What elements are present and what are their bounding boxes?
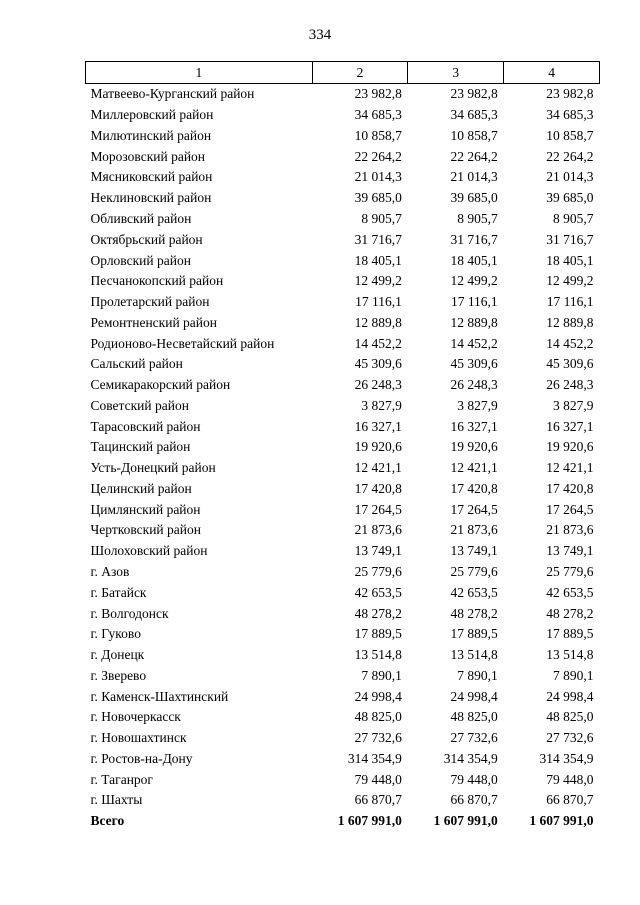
value-col-3: 48 278,2 xyxy=(450,605,498,621)
territory-name: Матвеево-Курганский район xyxy=(90,86,255,102)
value-col-4: 39 685,0 xyxy=(546,190,594,206)
value-col-2: 45 309,6 xyxy=(354,356,402,372)
value-col-4: 12 889,8 xyxy=(546,314,594,330)
value-col-2: 12 421,1 xyxy=(354,460,402,476)
value-col-3: 17 116,1 xyxy=(450,294,498,310)
table-row xyxy=(86,707,600,728)
territory-name: Усть-Донецкий район xyxy=(90,460,216,476)
value-col-2: 3 827,9 xyxy=(361,397,402,413)
table-row xyxy=(86,375,600,396)
territory-name: Сальский район xyxy=(90,356,183,372)
territory-name: Шолоховский район xyxy=(90,543,208,559)
value-col-2: 22 264,2 xyxy=(354,148,402,164)
value-col-3: 45 309,6 xyxy=(450,356,498,372)
table-row xyxy=(86,292,600,313)
territory-name: г. Азов xyxy=(90,563,130,579)
value-col-2: 21 014,3 xyxy=(354,169,402,185)
table-row xyxy=(86,209,600,230)
header-col-1: 1 xyxy=(86,62,313,84)
table-row xyxy=(86,749,600,770)
table-row xyxy=(86,541,600,562)
table-row xyxy=(86,458,600,479)
value-col-4: 17 116,1 xyxy=(546,294,594,310)
value-col-4: 23 982,8 xyxy=(546,86,594,102)
territory-name: г. Каменск-Шахтинский xyxy=(90,688,229,704)
territory-name: Октябрьский район xyxy=(90,231,203,247)
value-col-4: 21 014,3 xyxy=(546,169,594,185)
table-row xyxy=(86,520,600,541)
total-label: Всего xyxy=(90,813,125,829)
value-col-3: 7 890,1 xyxy=(457,667,498,683)
value-col-4: 79 448,0 xyxy=(546,771,594,787)
value-col-3: 21 014,3 xyxy=(450,169,498,185)
value-col-2: 17 420,8 xyxy=(354,480,402,496)
value-col-2: 66 870,7 xyxy=(354,792,402,808)
value-col-4: 27 732,6 xyxy=(546,730,594,746)
value-col-4: 66 870,7 xyxy=(546,792,594,808)
table-row xyxy=(86,167,600,188)
value-col-3: 17 264,5 xyxy=(450,501,498,517)
value-col-3: 23 982,8 xyxy=(450,86,498,102)
table-row xyxy=(86,333,600,354)
value-col-4: 8 905,7 xyxy=(553,210,594,226)
value-col-4: 14 452,2 xyxy=(546,335,594,351)
value-col-2: 79 448,0 xyxy=(354,771,402,787)
value-col-4: 7 890,1 xyxy=(553,667,594,683)
table-row xyxy=(86,312,600,333)
value-col-3: 27 732,6 xyxy=(450,730,498,746)
value-col-2: 12 889,8 xyxy=(354,314,402,330)
territory-name: Мясниковский район xyxy=(90,169,213,185)
value-col-3: 19 920,6 xyxy=(450,439,498,455)
value-col-4: 22 264,2 xyxy=(546,148,594,164)
value-col-4: 48 825,0 xyxy=(546,709,594,725)
table-row xyxy=(86,105,600,126)
territory-name: Миллеровский район xyxy=(90,107,214,123)
value-col-3: 314 354,9 xyxy=(443,750,498,766)
table-row xyxy=(86,250,600,271)
value-col-2: 39 685,0 xyxy=(354,190,402,206)
table-row xyxy=(86,582,600,603)
value-col-2: 314 354,9 xyxy=(347,750,402,766)
territory-name: Орловский район xyxy=(90,252,191,268)
table-row xyxy=(86,395,600,416)
value-col-2: 7 890,1 xyxy=(361,667,402,683)
territory-name: г. Гуково xyxy=(90,626,141,642)
territory-name: Пролетарский район xyxy=(90,294,210,310)
table-row xyxy=(86,769,600,790)
value-col-4: 12 499,2 xyxy=(546,273,594,289)
table-row xyxy=(86,271,600,292)
territory-name: г. Новошахтинск xyxy=(90,730,187,746)
value-col-3: 25 779,6 xyxy=(450,563,498,579)
value-col-4: 12 421,1 xyxy=(546,460,594,476)
value-col-3: 3 827,9 xyxy=(457,397,498,413)
value-col-2: 48 278,2 xyxy=(354,605,402,621)
value-col-3: 34 685,3 xyxy=(450,107,498,123)
table-row xyxy=(86,126,600,147)
table-row xyxy=(86,645,600,666)
value-col-3: 13 514,8 xyxy=(450,647,498,663)
value-col-2: 21 873,6 xyxy=(354,522,402,538)
page-number: 334 xyxy=(308,27,332,43)
table-row xyxy=(86,479,600,500)
value-col-4: 21 873,6 xyxy=(546,522,594,538)
value-col-4: 24 998,4 xyxy=(546,688,594,704)
table-row xyxy=(86,562,600,583)
value-col-2: 31 716,7 xyxy=(354,231,402,247)
value-col-3: 26 248,3 xyxy=(450,377,498,393)
value-col-2: 13 749,1 xyxy=(354,543,402,559)
table-row xyxy=(86,728,600,749)
value-col-4: 19 920,6 xyxy=(546,439,594,455)
table-row xyxy=(86,416,600,437)
value-col-4: 16 327,1 xyxy=(546,418,594,434)
value-col-2: 25 779,6 xyxy=(354,563,402,579)
table-row xyxy=(86,146,600,167)
value-col-3: 22 264,2 xyxy=(450,148,498,164)
table-row xyxy=(86,84,600,105)
value-col-2: 17 889,5 xyxy=(354,626,402,642)
value-col-2: 23 982,8 xyxy=(354,86,402,102)
value-col-3: 79 448,0 xyxy=(450,771,498,787)
value-col-2: 26 248,3 xyxy=(354,377,402,393)
value-col-4: 17 264,5 xyxy=(546,501,594,517)
header-col-3: 3 xyxy=(408,62,504,84)
value-col-4: 3 827,9 xyxy=(553,397,594,413)
table-row xyxy=(86,499,600,520)
value-col-4: 45 309,6 xyxy=(546,356,594,372)
territory-name: Обливский район xyxy=(90,210,192,226)
value-col-3: 18 405,1 xyxy=(450,252,498,268)
header-row xyxy=(86,62,600,84)
territory-name: Милютинский район xyxy=(90,127,212,143)
value-col-2: 18 405,1 xyxy=(354,252,402,268)
header-col-2: 2 xyxy=(312,62,408,84)
value-col-4: 48 278,2 xyxy=(546,605,594,621)
value-col-2: 13 514,8 xyxy=(354,647,402,663)
budget-table xyxy=(85,61,600,832)
territory-name: Чертковский район xyxy=(90,522,201,538)
territory-name: г. Донецк xyxy=(90,647,145,663)
table-row xyxy=(86,354,600,375)
value-col-3: 16 327,1 xyxy=(450,418,498,434)
table-header xyxy=(86,62,600,84)
value-col-3: 17 420,8 xyxy=(450,480,498,496)
value-col-2: 10 858,7 xyxy=(354,127,402,143)
value-col-3: 1 607 991,0 xyxy=(433,813,498,829)
table-body xyxy=(86,84,600,832)
table-row xyxy=(86,603,600,624)
value-col-4: 42 653,5 xyxy=(546,584,594,600)
territory-name: г. Зверево xyxy=(90,667,147,683)
value-col-2: 17 264,5 xyxy=(354,501,402,517)
territory-name: Ремонтненский район xyxy=(90,314,217,330)
value-col-4: 1 607 991,0 xyxy=(529,813,594,829)
territory-name: Морозовский район xyxy=(90,148,206,164)
table-row xyxy=(86,229,600,250)
value-col-3: 17 889,5 xyxy=(450,626,498,642)
table-row xyxy=(86,624,600,645)
value-col-4: 17 420,8 xyxy=(546,480,594,496)
table-row xyxy=(86,686,600,707)
territory-name: г. Шахты xyxy=(90,792,143,808)
value-col-2: 16 327,1 xyxy=(354,418,402,434)
value-col-4: 13 749,1 xyxy=(546,543,594,559)
value-col-4: 34 685,3 xyxy=(546,107,594,123)
value-col-3: 12 889,8 xyxy=(450,314,498,330)
value-col-3: 66 870,7 xyxy=(450,792,498,808)
value-col-4: 13 514,8 xyxy=(546,647,594,663)
territory-name: Тацинский район xyxy=(90,439,191,455)
value-col-2: 48 825,0 xyxy=(354,709,402,725)
value-col-2: 17 116,1 xyxy=(355,294,402,310)
territory-name: г. Батайск xyxy=(90,584,147,600)
value-col-3: 48 825,0 xyxy=(450,709,498,725)
value-col-2: 24 998,4 xyxy=(354,688,402,704)
territory-name: г. Таганрог xyxy=(90,771,153,787)
value-col-2: 1 607 991,0 xyxy=(337,813,402,829)
header-col-4: 4 xyxy=(504,62,600,84)
value-col-2: 42 653,5 xyxy=(354,584,402,600)
table-row xyxy=(86,188,600,209)
value-col-3: 42 653,5 xyxy=(450,584,498,600)
total-row xyxy=(86,811,600,832)
value-col-3: 8 905,7 xyxy=(457,210,498,226)
value-col-3: 12 421,1 xyxy=(450,460,498,476)
territory-name: Родионово-Несветайский район xyxy=(90,335,275,351)
territory-name: г. Волгодонск xyxy=(90,605,169,621)
table-row xyxy=(86,790,600,811)
value-col-3: 14 452,2 xyxy=(450,335,498,351)
territory-name: г. Новочеркасск xyxy=(90,709,181,725)
territory-name: Тарасовский район xyxy=(90,418,201,434)
value-col-3: 13 749,1 xyxy=(450,543,498,559)
value-col-2: 19 920,6 xyxy=(354,439,402,455)
value-col-3: 24 998,4 xyxy=(450,688,498,704)
territory-name: Целинский район xyxy=(90,480,192,496)
value-col-4: 10 858,7 xyxy=(546,127,594,143)
territory-name: Цимлянский район xyxy=(90,501,201,517)
value-col-2: 8 905,7 xyxy=(361,210,402,226)
territory-name: Неклиновский район xyxy=(90,190,212,206)
value-col-3: 21 873,6 xyxy=(450,522,498,538)
value-col-3: 39 685,0 xyxy=(450,190,498,206)
value-col-3: 10 858,7 xyxy=(450,127,498,143)
value-col-3: 31 716,7 xyxy=(450,231,498,247)
value-col-2: 12 499,2 xyxy=(354,273,402,289)
territory-name: г. Ростов-на-Дону xyxy=(90,750,193,766)
territory-name: Семикаракорский район xyxy=(90,377,231,393)
value-col-4: 26 248,3 xyxy=(546,377,594,393)
value-col-4: 31 716,7 xyxy=(546,231,594,247)
table-row xyxy=(86,437,600,458)
value-col-4: 17 889,5 xyxy=(546,626,594,642)
territory-name: Советский район xyxy=(90,397,189,413)
value-col-2: 14 452,2 xyxy=(354,335,402,351)
territory-name: Песчанокопский район xyxy=(90,273,224,289)
value-col-4: 25 779,6 xyxy=(546,563,594,579)
value-col-2: 34 685,3 xyxy=(354,107,402,123)
value-col-3: 12 499,2 xyxy=(450,273,498,289)
table-row xyxy=(86,665,600,686)
value-col-4: 18 405,1 xyxy=(546,252,594,268)
value-col-4: 314 354,9 xyxy=(539,750,594,766)
value-col-2: 27 732,6 xyxy=(354,730,402,746)
